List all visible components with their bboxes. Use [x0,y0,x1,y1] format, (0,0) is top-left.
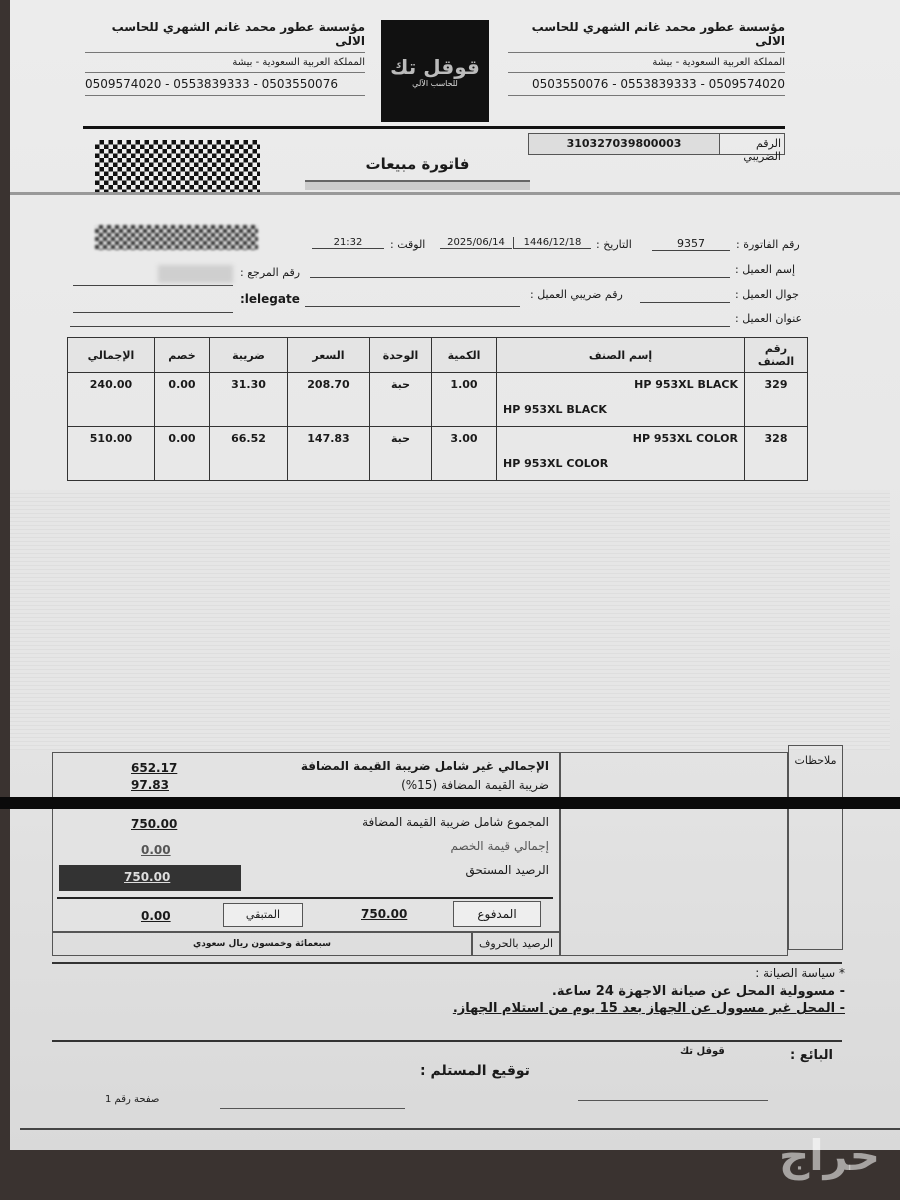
subtotal-label: الإجمالي غير شامل ضريبة القيمة المضافة [300,759,549,773]
item-price: 208.70 [288,373,370,427]
due-value: 750.00 [59,865,241,891]
divider [52,1040,842,1042]
col-discount: خصم [155,338,210,373]
invoice-number-label: رقم الفاتورة : [736,238,800,251]
item-name: HP 953XL BLACK [634,378,738,391]
notes-field[interactable] [560,752,788,956]
item-discount: 0.00 [155,373,210,427]
reference-field[interactable] [73,285,233,286]
remaining-value: 0.00 [141,909,171,923]
item-name-cell [497,373,745,427]
title-bar [305,180,530,190]
divider [83,126,785,129]
tax-number-box [528,133,785,163]
customer-address-field[interactable] [70,326,730,327]
delegate-label: :lelegate [240,292,300,306]
remaining-label: المتبقي [223,903,303,927]
company-name: مؤسسة عطور محمد غانم الشهري للحاسب الالى [85,20,365,53]
totals-box [52,752,560,932]
policy-line-2: - المحل غير مسوول عن الجهاز بعد 15 يوم من استلام الجهاز. [452,1001,845,1016]
total-value: 750.00 [131,817,178,831]
time-value: 21:32 [312,237,384,249]
redacted-area [158,265,233,283]
item-unit: حبة [370,427,432,481]
vat-label: ضريبة القيمة المضافة (15%) [401,778,549,792]
amount-in-words-label: الرصيد بالحروف [472,932,560,956]
customer-mobile-label: جوال العميل : [735,288,799,301]
invoice-number: 9357 [652,237,730,251]
date-gregorian: 2025/06/14 [440,237,512,249]
item-tax: 31.30 [210,373,288,427]
date-hijri: 1446/12/18 [513,237,591,249]
customer-name-field[interactable] [310,277,730,278]
invoice-title: فاتورة مبيعات [365,155,470,173]
faded-print-area [10,490,890,750]
policy-title: * سياسة الصيانة : [755,966,845,980]
item-discount: 0.00 [155,427,210,481]
company-logo [381,20,489,122]
company-location: المملكة العربية السعودية - بيشة [85,53,365,73]
item-unit: حبة [370,373,432,427]
tax-label: الرقم الضريبي [719,134,784,154]
logo-text: قوقل تك [390,54,480,79]
notes-label: ملاحظات [788,745,843,950]
company-location: المملكة العربية السعودية - بيشة [508,53,785,73]
item-qty: 3.00 [432,427,497,481]
reference-label: رقم المرجع : [240,266,301,279]
customer-tax-label: رقم ضريبي العميل : [530,288,623,301]
seller-label: البائع : [790,1048,834,1063]
amount-in-words: سبعمائة وخمسون ريال سعودي [52,932,472,956]
company-phones: 0509574020 - 0553839333 - 0503550076 [85,73,365,96]
tax-value: 310327039800003 [529,134,719,154]
col-qty: الكمية [432,338,497,373]
item-total: 510.00 [68,427,155,481]
maintenance-policy [65,966,845,1016]
recipient-signature-line [220,1108,405,1109]
company-phones: 0503550076 - 0553839333 - 0509574020 [508,73,785,96]
seller-signature-line [578,1100,768,1101]
item-name-secondary: HP 953XL BLACK [503,403,607,416]
table-header-row [68,338,808,373]
col-price: السعر [288,338,370,373]
table-row [68,427,808,481]
recipient-signature-label: توقيع المستلم : [420,1063,530,1079]
col-tax: ضريبة [210,338,288,373]
items-table [67,337,808,481]
divider [52,962,842,964]
customer-tax-field[interactable] [305,306,520,307]
col-code: رقم الصنف [745,338,808,373]
item-code: 329 [745,373,808,427]
discount-value: 0.00 [141,843,171,857]
item-total: 240.00 [68,373,155,427]
subtotal-value: 652.17 [131,761,178,775]
company-header-left [85,20,365,96]
divider [20,1128,900,1130]
company-name: مؤسسة عطور محمد غانم الشهري للحاسب الالى [508,20,785,53]
customer-mobile-field[interactable] [640,302,730,303]
delegate-field[interactable] [73,312,233,313]
item-code: 328 [745,427,808,481]
item-name-secondary: HP 953XL COLOR [503,457,609,470]
discount-label: إجمالي قيمة الخصم [450,839,549,853]
paid-label: المدفوع [453,901,541,927]
page-number: صفحة رقم 1 [105,1094,160,1105]
vat-value: 97.83 [131,778,169,792]
time-label: الوقت : [390,238,426,251]
company-header-right [508,20,785,96]
paper-fold [10,192,900,195]
qr-code [95,140,260,195]
table-row [68,373,808,427]
date-label: التاريخ : [596,238,632,251]
item-qty: 1.00 [432,373,497,427]
item-price: 147.83 [288,427,370,481]
col-total: الإجمالي [68,338,155,373]
total-label: المجموع شامل ضريبة القيمة المضافة [362,815,549,829]
item-name: HP 953XL COLOR [632,432,738,445]
policy-line-1: - مسوولية المحل عن صيانة الاجهزة 24 ساعة. [551,984,845,999]
item-name-cell [497,427,745,481]
col-name: إسم الصنف [497,338,745,373]
col-unit: الوحدة [370,338,432,373]
divider [57,897,553,899]
qr-code-blurred [95,225,258,250]
due-label: الرصيد المستحق [465,863,549,877]
watermark-logo: حراج [778,1131,880,1180]
seller-value: قوقل تك [680,1046,725,1057]
black-marker-stripe [0,797,900,809]
customer-name-label: إسم العميل : [735,263,796,276]
item-tax: 66.52 [210,427,288,481]
paid-value: 750.00 [361,907,408,921]
logo-subtext: للحاسب الآلي [412,78,458,88]
customer-address-label: عنوان العميل : [735,312,803,325]
